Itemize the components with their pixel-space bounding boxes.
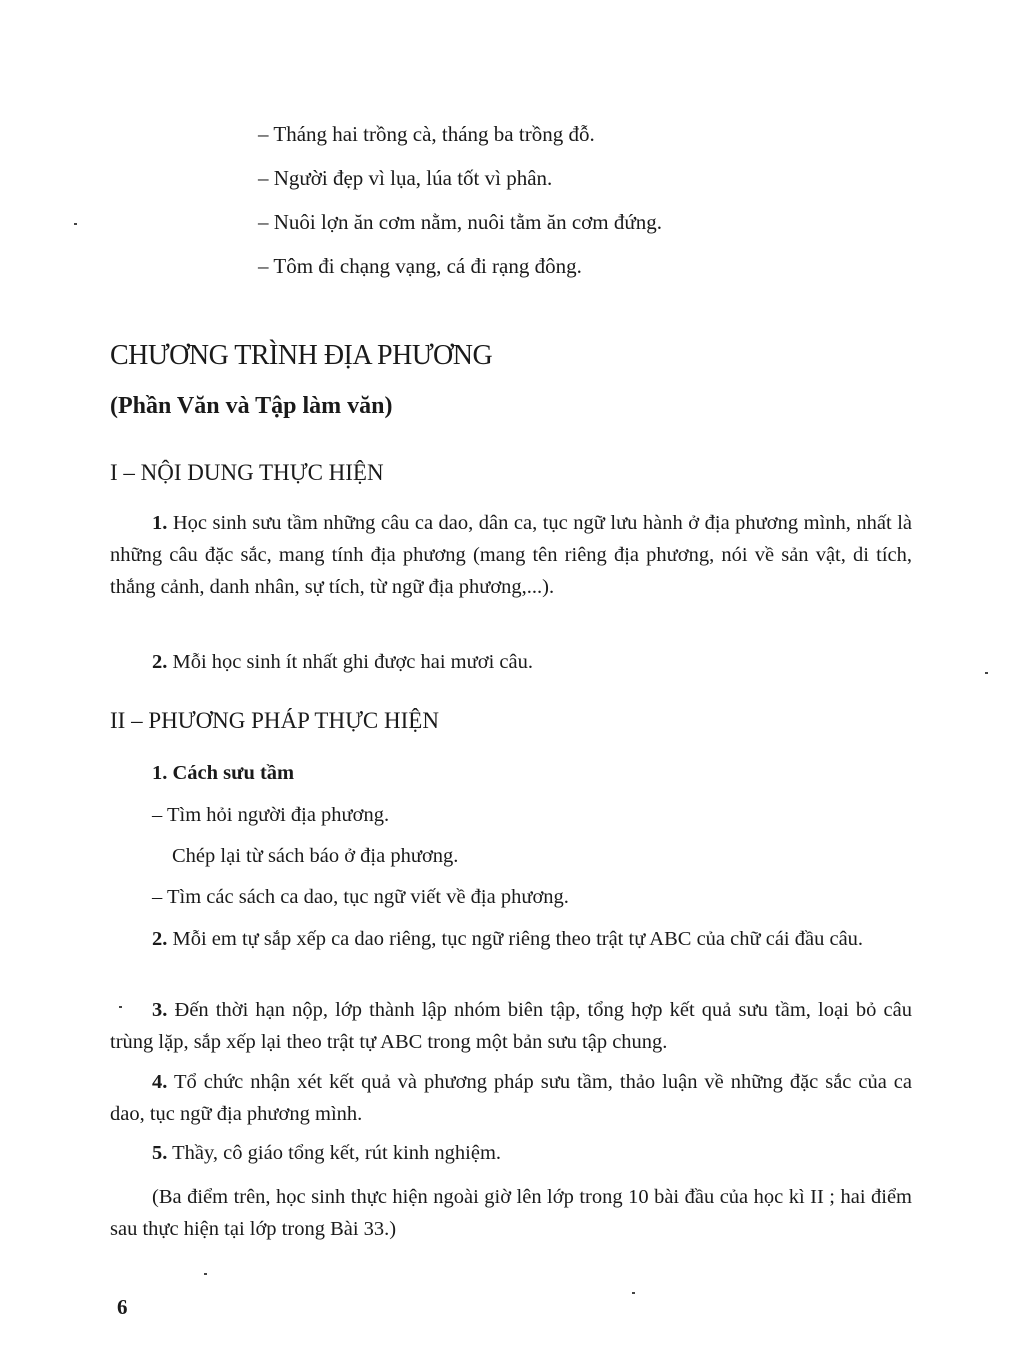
proverb-line: – Tháng hai trồng cà, tháng ba trồng đỗ.	[258, 122, 595, 146]
proverb-line: – Người đẹp vì lụa, lúa tốt vì phân.	[258, 166, 553, 190]
paragraph-method-5	[110, 1137, 912, 1169]
scan-speck	[632, 1292, 635, 1294]
chapter-title: CHƯƠNG TRÌNH ĐỊA PHƯƠNG	[110, 340, 493, 371]
item-number: 5.	[152, 1142, 168, 1164]
item-number: 4.	[152, 1071, 168, 1093]
scan-speck	[204, 1273, 207, 1275]
paragraph-note: (Ba điểm trên, học sinh thực hiện ngoài giờ lên lớp trong 10 bài đầu của học kì II ; hai điểm sau thực hiện tại lớp trong Bài 33.)	[110, 1186, 912, 1240]
item-text: Mỗi em tự sắp xếp ca dao riêng, tục ngữ riêng theo trật tự ABC của chữ cái đầu câu.	[167, 928, 864, 950]
paragraph-content-2	[110, 646, 912, 678]
subheading-collection: 1. Cách sưu tầm	[152, 762, 295, 784]
item-number: 3.	[152, 999, 168, 1021]
item-number: 1.	[152, 512, 168, 534]
method-bullet: – Tìm các sách ca dao, tục ngữ viết về địa phương.	[152, 886, 569, 908]
item-text: Tổ chức nhận xét kết quả và phương pháp sưu tầm, thảo luận về những đặc sắc của ca dao, tục ngữ địa phương mình.	[110, 1071, 912, 1125]
paragraph-method-3	[110, 994, 912, 1058]
proverb-list	[258, 112, 662, 288]
paragraph-method-4	[110, 1066, 912, 1130]
chapter-subtitle: (Phần Văn và Tập làm văn)	[110, 393, 393, 419]
item-text: Mỗi học sinh ít nhất ghi được hai mươi câu.	[167, 651, 533, 673]
proverb-line: – Tôm đi chạng vạng, cá đi rạng đông.	[258, 254, 582, 278]
item-text: Thầy, cô giáo tổng kết, rút kinh nghiệm.	[167, 1142, 502, 1164]
item-text: Đến thời hạn nộp, lớp thành lập nhóm biên tập, tổng hợp kết quả sưu tầm, loại bỏ câu trùng lặp, sắp xếp lại theo trật tự ABC trong một bản sưu tập chung.	[110, 999, 912, 1053]
paragraph-method-2	[110, 923, 912, 955]
method-bullet: – Tìm hỏi người địa phương.	[152, 804, 390, 826]
scan-speck	[74, 223, 77, 225]
item-number: 2.	[152, 928, 168, 950]
method-bullet: Chép lại từ sách báo ở địa phương.	[172, 845, 459, 867]
proverb-line: – Nuôi lợn ăn cơm nằm, nuôi tằm ăn cơm đứng.	[258, 210, 662, 234]
scan-speck	[119, 1006, 122, 1008]
scan-speck	[985, 672, 988, 674]
item-text: Học sinh sưu tầm những câu ca dao, dân ca, tục ngữ lưu hành ở địa phương mình, nhất là những câu đặc sắc, mang tính địa phương (mang tên riêng địa phương, nói về sản vật, di tích, thắng cảnh, danh nhân, sự tích, từ ngữ địa phương,...).	[110, 512, 912, 598]
page-number: 6	[117, 1295, 128, 1319]
section-heading-method: II – PHƯƠNG PHÁP THỰC HIỆN	[110, 708, 439, 733]
section-heading-content: I – NỘI DUNG THỰC HIỆN	[110, 460, 384, 485]
paragraph-content-1	[110, 507, 912, 603]
item-number: 2.	[152, 651, 168, 673]
